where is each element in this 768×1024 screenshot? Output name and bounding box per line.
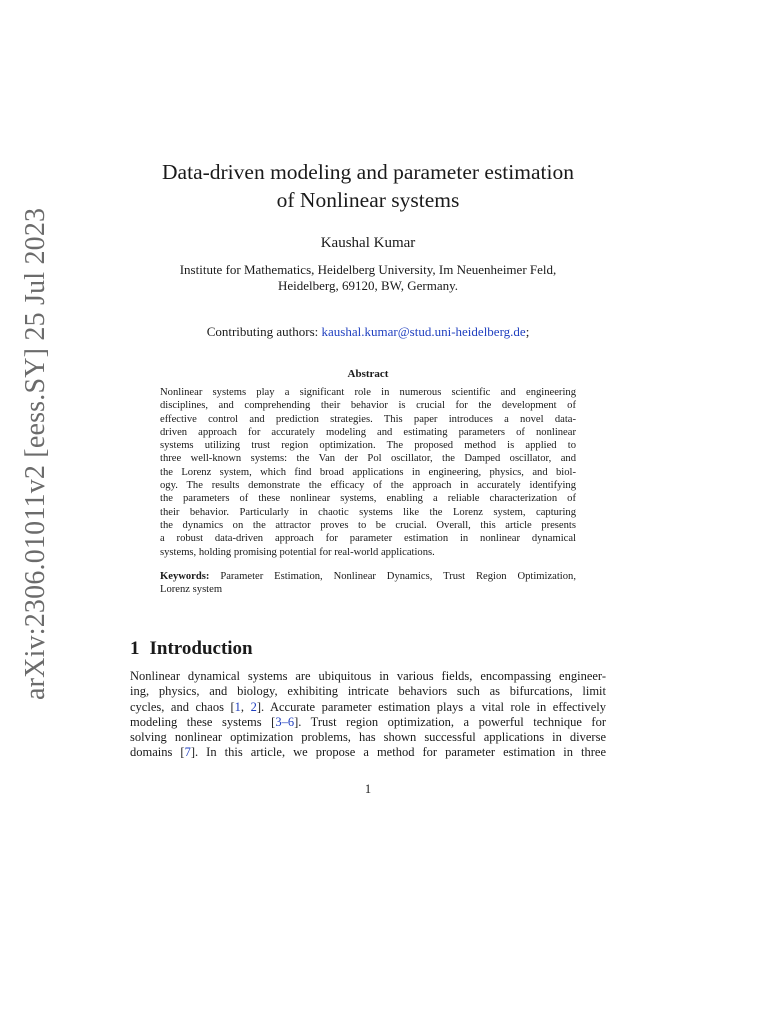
citation-link[interactable]: 1 — [234, 699, 241, 714]
intro-text: ]. In this article, we propose a method for parameter estimation in three — [190, 745, 606, 760]
citation-link[interactable]: 2 — [250, 699, 257, 714]
intro-line — [130, 745, 606, 760]
keywords-text-1: Parameter Estimation, Nonlinear Dynamics, Trust Region Optimization, — [209, 571, 576, 582]
page-number: 1 — [364, 782, 372, 796]
intro-line: solving nonlinear optimization problems, has shown successful applications in diverse — [130, 730, 606, 745]
citation-link[interactable]: 3–6 — [275, 714, 295, 729]
abstract-line: systems, holding promising potential for real-world applications. — [160, 546, 435, 558]
keywords-line-1 — [160, 570, 576, 583]
title-line-2: of Nonlinear systems — [276, 188, 460, 212]
abstract-line: Nonlinear systems play a significant role in numerous scientific and engineering — [160, 387, 576, 398]
title-line-1: Data-driven modeling and parameter estimation — [162, 160, 574, 184]
contributing-label: Contributing authors: — [206, 324, 322, 339]
abstract-line: the dynamics on the attractor proves to be crucial. Overall, this article presents — [160, 519, 576, 531]
keywords — [160, 570, 576, 596]
intro-line — [130, 700, 606, 715]
intro-text: , — [240, 699, 251, 714]
abstract-line: disciplines, and comprehending their behavior is crucial for the development of — [160, 400, 576, 412]
affiliation-line-1: Institute for Mathematics, Heidelberg University, Im Neuenheimer Feld, — [179, 262, 557, 277]
arxiv-identifier-stamp: arXiv:2306.01011v2 [eess.SY] 25 Jul 2023 — [20, 207, 51, 700]
section-heading-introduction — [130, 638, 253, 660]
keywords-label: Keywords: — [160, 571, 210, 582]
intro-text: cycles, and chaos [ — [130, 699, 235, 714]
author-name: Kaushal Kumar — [320, 235, 416, 251]
abstract-line: driven approach for accurately modeling and estimating parameters of nonlinear — [160, 426, 576, 438]
citation-link[interactable]: 7 — [184, 745, 191, 760]
intro-line: Nonlinear dynamical systems are ubiquitous in various fields, encompassing engineer- — [130, 669, 606, 683]
intro-text: ]. Accurate parameter estimation plays a vital role in effectively — [256, 699, 607, 714]
intro-text: domains [ — [130, 745, 185, 760]
abstract-heading: Abstract — [347, 368, 389, 380]
abstract-line: a robust data-driven approach for parameter estimation in nonlinear dynamical — [160, 533, 576, 545]
introduction-body — [130, 669, 606, 761]
keywords-line-2: Lorenz system — [160, 584, 223, 595]
affiliation — [0, 262, 736, 294]
intro-text: modeling these systems [ — [130, 714, 276, 729]
author-email-link[interactable]: kaushal.kumar@stud.uni-heidelberg.de — [321, 324, 526, 339]
abstract-line: the parameters of these nonlinear systems, enabling a reliable characterization of — [160, 493, 576, 505]
paper-title — [0, 158, 736, 214]
abstract-body — [160, 386, 576, 559]
abstract-line: effective control and prediction strategies. This paper introduces a novel data- — [160, 413, 576, 425]
section-number: 1 — [130, 638, 140, 659]
intro-line — [130, 715, 606, 730]
section-title: Introduction — [149, 638, 253, 659]
intro-text: ]. Trust region optimization, a powerful technique for — [294, 714, 606, 729]
abstract-line: their behavior. Particularly in chaotic systems like the Lorenz system, capturing — [160, 506, 576, 518]
affiliation-line-2: Heidelberg, 69120, BW, Germany. — [277, 278, 459, 293]
intro-line: ing, physics, and biology, exhibiting intricate behaviors such as bifurcations, limit — [130, 684, 606, 699]
contributing-suffix: ; — [525, 324, 530, 339]
abstract-line: systems utilizing trust region optimization. The proposed method is applied to — [160, 440, 576, 452]
abstract-line: ogy. The results demonstrate the efficacy of the approach in accurately identifying — [160, 480, 576, 492]
abstract-line: three well-known systems: the Van der Pol oscillator, the Damped oscillator, and — [160, 453, 576, 465]
abstract-line: the Lorenz system, which find broad applications in engineering, physics, and biol- — [160, 466, 576, 478]
contributing-authors — [0, 324, 736, 340]
